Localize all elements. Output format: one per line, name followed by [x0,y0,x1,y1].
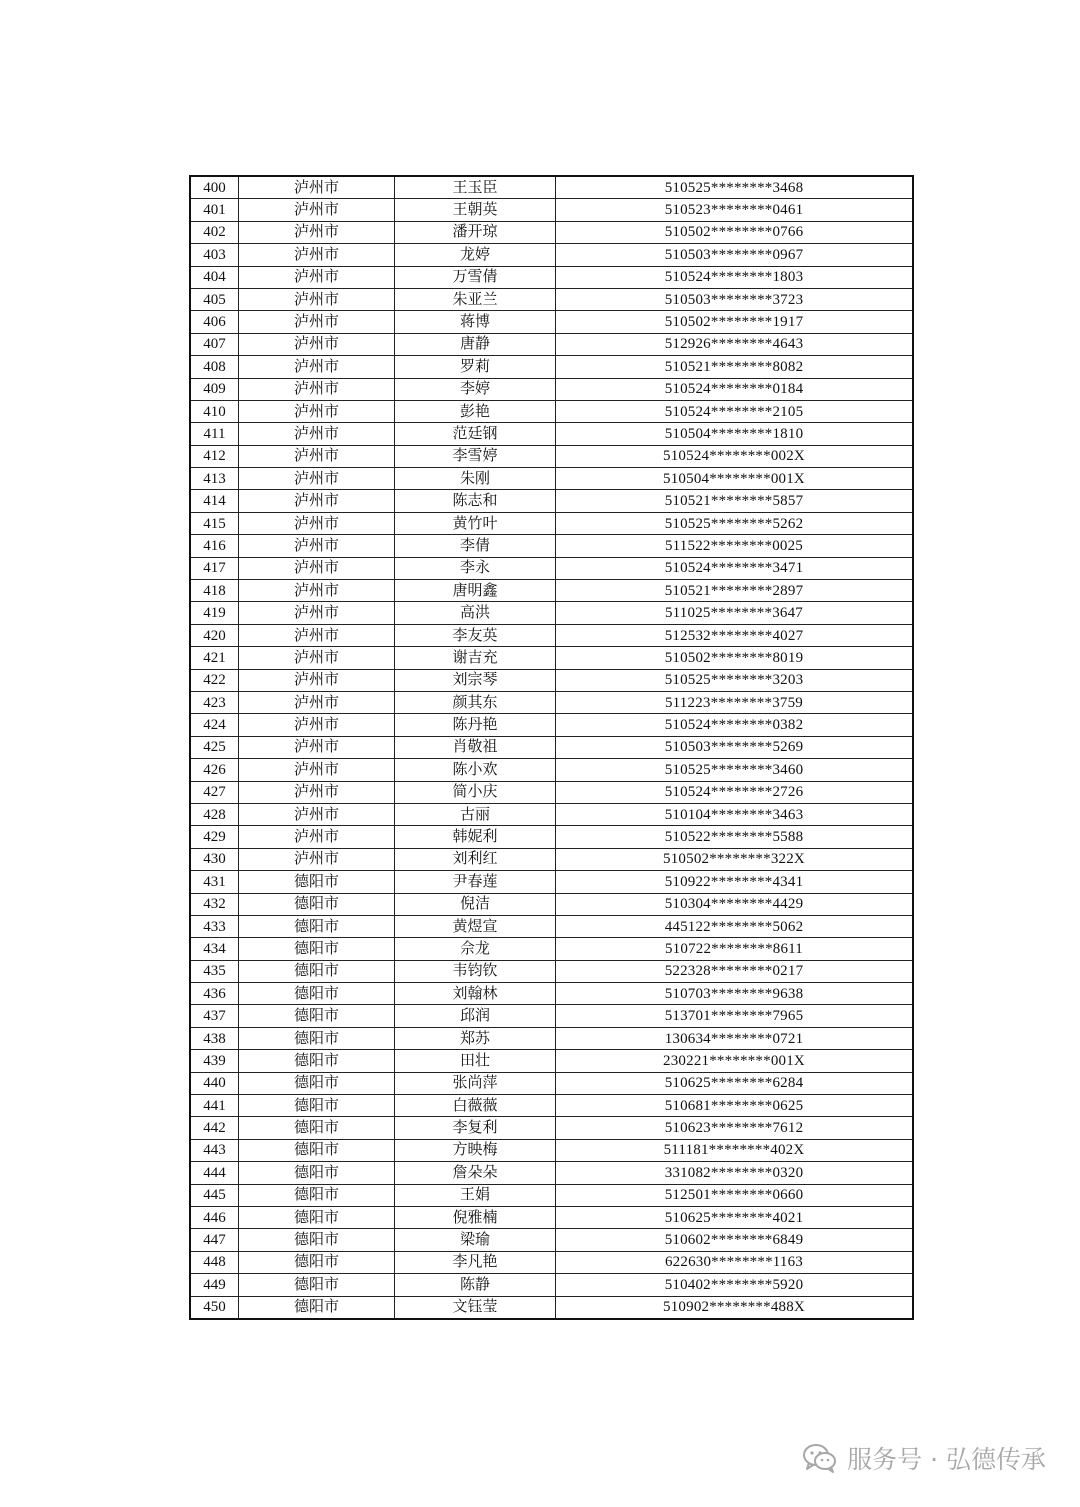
table-row [190,445,913,467]
table-row [190,199,913,221]
city-cell: 泸州市 [239,691,395,713]
row-number: 403 [190,244,239,266]
row-number: 417 [190,557,239,579]
row-number: 426 [190,759,239,781]
name-cell: 尹春莲 [395,871,556,893]
city-cell: 泸州市 [239,759,395,781]
row-number: 404 [190,266,239,288]
name-cell: 刘翰林 [395,983,556,1005]
row-number: 441 [190,1095,239,1117]
id-number-cell: 510681********0625 [556,1095,914,1117]
city-cell: 泸州市 [239,848,395,870]
city-cell: 泸州市 [239,176,395,199]
id-number-cell: 511522********0025 [556,535,914,557]
name-cell: 古丽 [395,803,556,825]
row-number: 445 [190,1184,239,1206]
row-number: 433 [190,915,239,937]
table-row [190,714,913,736]
row-number: 402 [190,221,239,243]
id-number-cell: 510524********002X [556,445,914,467]
name-cell: 李友英 [395,624,556,646]
table-row [190,669,913,691]
roster-table-body [190,176,913,1319]
id-number-cell: 230221********001X [556,1050,914,1072]
id-number-cell: 510502********322X [556,848,914,870]
row-number: 438 [190,1027,239,1049]
city-cell: 泸州市 [239,333,395,355]
row-number: 408 [190,356,239,378]
table-row [190,1229,913,1251]
name-cell: 佘龙 [395,938,556,960]
name-cell: 黄煜宣 [395,915,556,937]
id-number-cell: 510623********7612 [556,1117,914,1139]
table-row [190,176,913,199]
id-number-cell: 510922********4341 [556,871,914,893]
city-cell: 泸州市 [239,311,395,333]
name-cell: 文钰莹 [395,1296,556,1319]
name-cell: 王玉臣 [395,176,556,199]
name-cell: 王朝英 [395,199,556,221]
table-row [190,736,913,758]
city-cell: 德阳市 [239,938,395,960]
id-number-cell: 510503********0967 [556,244,914,266]
table-row [190,1274,913,1296]
id-number-cell: 510524********0382 [556,714,914,736]
table-row [190,221,913,243]
city-cell: 泸州市 [239,490,395,512]
city-cell: 泸州市 [239,266,395,288]
table-row [190,244,913,266]
table-row [190,871,913,893]
city-cell: 泸州市 [239,378,395,400]
id-number-cell: 510521********2897 [556,580,914,602]
row-number: 407 [190,333,239,355]
id-number-cell: 622630********1163 [556,1251,914,1273]
city-cell: 德阳市 [239,1229,395,1251]
city-cell: 泸州市 [239,624,395,646]
id-number-cell: 510503********3723 [556,288,914,310]
id-number-cell: 130634********0721 [556,1027,914,1049]
table-row [190,1117,913,1139]
id-number-cell: 513701********7965 [556,1005,914,1027]
name-cell: 田壮 [395,1050,556,1072]
id-number-cell: 510524********2105 [556,400,914,422]
table-row [190,490,913,512]
wechat-service-icon [803,1443,837,1473]
id-number-cell: 510521********8082 [556,356,914,378]
row-number: 443 [190,1139,239,1161]
name-cell: 倪雅楠 [395,1206,556,1228]
table-row [190,960,913,982]
table-row [190,1072,913,1094]
row-number: 421 [190,647,239,669]
table-row [190,333,913,355]
table-row [190,781,913,803]
table-row [190,759,913,781]
id-number-cell: 331082********0320 [556,1162,914,1184]
id-number-cell: 510525********5262 [556,512,914,534]
id-number-cell: 510104********3463 [556,803,914,825]
table-row [190,647,913,669]
row-number: 416 [190,535,239,557]
city-cell: 泸州市 [239,781,395,803]
name-cell: 李永 [395,557,556,579]
city-cell: 德阳市 [239,1184,395,1206]
table-row [190,288,913,310]
id-number-cell: 511025********3647 [556,602,914,624]
name-cell: 唐静 [395,333,556,355]
table-row [190,983,913,1005]
city-cell: 泸州市 [239,512,395,534]
id-number-cell: 510502********1917 [556,311,914,333]
city-cell: 德阳市 [239,1139,395,1161]
table-row [190,378,913,400]
name-cell: 万雪倩 [395,266,556,288]
name-cell: 詹朵朵 [395,1162,556,1184]
city-cell: 德阳市 [239,960,395,982]
name-cell: 郑苏 [395,1027,556,1049]
name-cell: 刘宗琴 [395,669,556,691]
city-cell: 泸州市 [239,244,395,266]
row-number: 406 [190,311,239,333]
city-cell: 泸州市 [239,714,395,736]
row-number: 434 [190,938,239,960]
id-number-cell: 510521********5857 [556,490,914,512]
row-number: 448 [190,1251,239,1273]
table-row [190,938,913,960]
city-cell: 泸州市 [239,535,395,557]
city-cell: 德阳市 [239,1027,395,1049]
row-number: 449 [190,1274,239,1296]
name-cell: 谢吉充 [395,647,556,669]
id-number-cell: 510402********5920 [556,1274,914,1296]
table-row [190,1027,913,1049]
row-number: 436 [190,983,239,1005]
table-row [190,1005,913,1027]
table-row [190,1251,913,1273]
row-number: 423 [190,691,239,713]
city-cell: 泸州市 [239,557,395,579]
city-cell: 德阳市 [239,871,395,893]
name-cell: 彭艳 [395,400,556,422]
city-cell: 德阳市 [239,893,395,915]
id-number-cell: 510522********5588 [556,826,914,848]
row-number: 414 [190,490,239,512]
row-number: 415 [190,512,239,534]
name-cell: 朱亚兰 [395,288,556,310]
city-cell: 德阳市 [239,1095,395,1117]
name-cell: 简小庆 [395,781,556,803]
city-cell: 泸州市 [239,580,395,602]
city-cell: 德阳市 [239,1117,395,1139]
row-number: 444 [190,1162,239,1184]
table-row [190,535,913,557]
row-number: 442 [190,1117,239,1139]
city-cell: 德阳市 [239,1050,395,1072]
id-number-cell: 510525********3468 [556,176,914,199]
id-number-cell: 510602********6849 [556,1229,914,1251]
roster-table [189,175,914,1320]
id-number-cell: 510703********9638 [556,983,914,1005]
table-row [190,557,913,579]
name-cell: 李倩 [395,535,556,557]
row-number: 422 [190,669,239,691]
name-cell: 王娟 [395,1184,556,1206]
row-number: 428 [190,803,239,825]
name-cell: 张尚萍 [395,1072,556,1094]
name-cell: 陈志和 [395,490,556,512]
city-cell: 德阳市 [239,1206,395,1228]
table-row [190,400,913,422]
table-row [190,1184,913,1206]
table-row [190,468,913,490]
city-cell: 泸州市 [239,356,395,378]
city-cell: 泸州市 [239,423,395,445]
id-number-cell: 510524********2726 [556,781,914,803]
name-cell: 李凡艳 [395,1251,556,1273]
city-cell: 德阳市 [239,1005,395,1027]
city-cell: 泸州市 [239,647,395,669]
id-number-cell: 510524********3471 [556,557,914,579]
row-number: 447 [190,1229,239,1251]
id-number-cell: 512926********4643 [556,333,914,355]
name-cell: 龙婷 [395,244,556,266]
name-cell: 白薇薇 [395,1095,556,1117]
id-number-cell: 522328********0217 [556,960,914,982]
table-row [190,826,913,848]
table-row [190,602,913,624]
row-number: 405 [190,288,239,310]
city-cell: 泸州市 [239,736,395,758]
city-cell: 德阳市 [239,1296,395,1319]
city-cell: 泸州市 [239,288,395,310]
table-row [190,311,913,333]
row-number: 413 [190,468,239,490]
row-number: 424 [190,714,239,736]
id-number-cell: 510502********8019 [556,647,914,669]
table-row [190,266,913,288]
row-number: 437 [190,1005,239,1027]
id-number-cell: 510524********0184 [556,378,914,400]
watermark [803,1440,1046,1476]
id-number-cell: 510523********0461 [556,199,914,221]
name-cell: 刘利红 [395,848,556,870]
table-row [190,1206,913,1228]
city-cell: 泸州市 [239,199,395,221]
name-cell: 陈小欢 [395,759,556,781]
name-cell: 倪洁 [395,893,556,915]
name-cell: 罗莉 [395,356,556,378]
name-cell: 李婷 [395,378,556,400]
row-number: 410 [190,400,239,422]
table-row [190,1139,913,1161]
table-row [190,580,913,602]
row-number: 450 [190,1296,239,1319]
name-cell: 高洪 [395,602,556,624]
name-cell: 唐明鑫 [395,580,556,602]
city-cell: 泸州市 [239,400,395,422]
id-number-cell: 510625********6284 [556,1072,914,1094]
id-number-cell: 510525********3460 [556,759,914,781]
id-number-cell: 510504********1810 [556,423,914,445]
city-cell: 泸州市 [239,445,395,467]
city-cell: 德阳市 [239,1251,395,1273]
city-cell: 泸州市 [239,602,395,624]
id-number-cell: 511223********3759 [556,691,914,713]
row-number: 435 [190,960,239,982]
table-row [190,691,913,713]
city-cell: 泸州市 [239,803,395,825]
name-cell: 颜其东 [395,691,556,713]
city-cell: 德阳市 [239,1072,395,1094]
name-cell: 邱润 [395,1005,556,1027]
row-number: 427 [190,781,239,803]
city-cell: 德阳市 [239,1162,395,1184]
table-row [190,1162,913,1184]
id-number-cell: 510503********5269 [556,736,914,758]
table-row [190,893,913,915]
name-cell: 范廷钢 [395,423,556,445]
name-cell: 蒋博 [395,311,556,333]
city-cell: 泸州市 [239,221,395,243]
id-number-cell: 510524********1803 [556,266,914,288]
id-number-cell: 510525********3203 [556,669,914,691]
row-number: 440 [190,1072,239,1094]
table-row [190,1050,913,1072]
row-number: 446 [190,1206,239,1228]
city-cell: 泸州市 [239,826,395,848]
watermark-text: 服务号 · 弘德传承 [847,1445,1046,1474]
name-cell: 肖敬祖 [395,736,556,758]
row-number: 431 [190,871,239,893]
name-cell: 李雪婷 [395,445,556,467]
table-row [190,1296,913,1319]
row-number: 400 [190,176,239,199]
name-cell: 潘开琼 [395,221,556,243]
table-row [190,356,913,378]
row-number: 418 [190,580,239,602]
table-row [190,423,913,445]
row-number: 432 [190,893,239,915]
id-number-cell: 445122********5062 [556,915,914,937]
name-cell: 朱刚 [395,468,556,490]
id-number-cell: 510504********001X [556,468,914,490]
id-number-cell: 512532********4027 [556,624,914,646]
name-cell: 韩妮利 [395,826,556,848]
name-cell: 方映梅 [395,1139,556,1161]
city-cell: 德阳市 [239,983,395,1005]
city-cell: 德阳市 [239,1274,395,1296]
name-cell: 李复利 [395,1117,556,1139]
row-number: 412 [190,445,239,467]
name-cell: 陈静 [395,1274,556,1296]
row-number: 409 [190,378,239,400]
row-number: 420 [190,624,239,646]
row-number: 411 [190,423,239,445]
table-row [190,848,913,870]
city-cell: 德阳市 [239,915,395,937]
row-number: 401 [190,199,239,221]
row-number: 429 [190,826,239,848]
name-cell: 韦钧钦 [395,960,556,982]
row-number: 419 [190,602,239,624]
name-cell: 黄竹叶 [395,512,556,534]
row-number: 430 [190,848,239,870]
id-number-cell: 511181********402X [556,1139,914,1161]
table-row [190,915,913,937]
name-cell: 陈丹艳 [395,714,556,736]
name-cell: 梁瑜 [395,1229,556,1251]
id-number-cell: 510902********488X [556,1296,914,1319]
id-number-cell: 510625********4021 [556,1206,914,1228]
table-row [190,1095,913,1117]
row-number: 439 [190,1050,239,1072]
id-number-cell: 510304********4429 [556,893,914,915]
city-cell: 泸州市 [239,468,395,490]
table-row [190,624,913,646]
id-number-cell: 510502********0766 [556,221,914,243]
id-number-cell: 510722********8611 [556,938,914,960]
row-number: 425 [190,736,239,758]
table-row [190,803,913,825]
id-number-cell: 512501********0660 [556,1184,914,1206]
city-cell: 泸州市 [239,669,395,691]
table-row [190,512,913,534]
